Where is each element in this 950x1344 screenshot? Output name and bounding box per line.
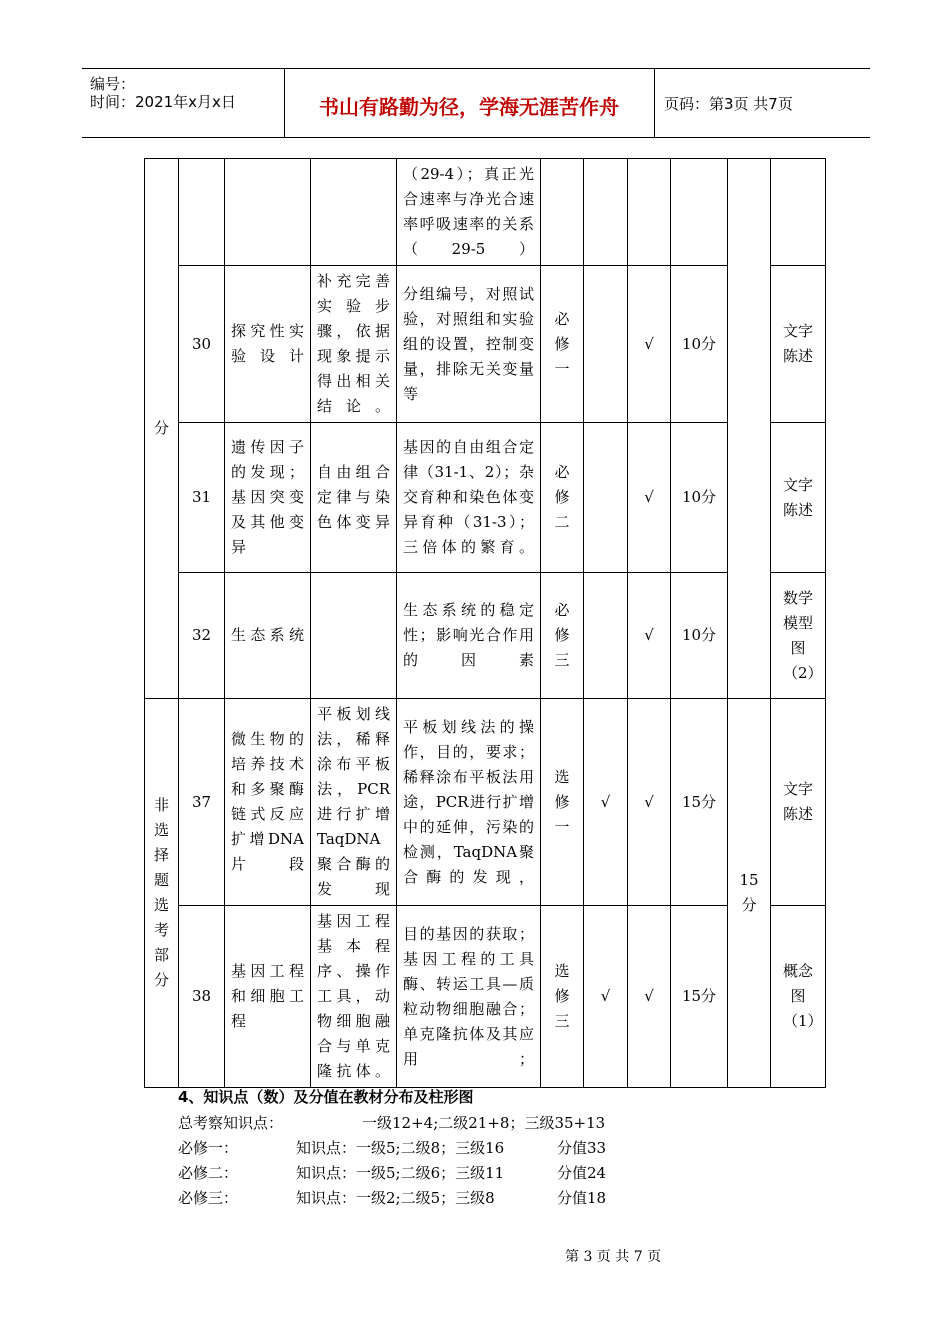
table-cell <box>311 159 397 266</box>
question-number: 32 <box>179 573 225 699</box>
table-cell <box>628 159 671 266</box>
score-cell: 10分 <box>671 573 728 699</box>
table-cell <box>541 159 584 266</box>
content-cell: （29-4）；真正光合速率与净光合速率呼吸速率的关系（29-5） <box>397 159 541 266</box>
skill-cell: 基因工程基本程序、操作工具，动物细胞融合与单克隆抗体。 <box>311 906 397 1088</box>
table-cell <box>728 159 771 699</box>
book-label: 必修二： <box>178 1164 239 1182</box>
table-row <box>145 266 826 423</box>
doc-time: 时间：2021年x月x日 <box>90 93 236 111</box>
table-cell <box>584 159 628 266</box>
module-cell: 必修二 <box>554 463 570 531</box>
table-cell <box>584 423 628 573</box>
content-cell: 分组编号，对照试验，对照组和实验组的设置，控制变量，排除无关变量等 <box>397 266 541 423</box>
question-number: 38 <box>179 906 225 1088</box>
check-mark: √ <box>628 266 671 423</box>
table-row <box>145 573 826 699</box>
type-cell: 概念图（1） <box>783 962 823 1030</box>
skill-cell: 自由组合定律与染色体变异 <box>311 423 397 573</box>
check-mark: √ <box>628 573 671 699</box>
group1-label: 分 <box>145 159 179 699</box>
table-row <box>145 906 826 1088</box>
module-cell: 必修三 <box>554 601 570 669</box>
score-value: 分值18 <box>557 1189 607 1207</box>
check-mark: √ <box>628 906 671 1088</box>
header-divider <box>654 69 655 137</box>
book-label: 必修一： <box>178 1139 239 1157</box>
question-number: 31 <box>179 423 225 573</box>
knowledge-points: 知识点：一级2;二级5；三级8 <box>296 1189 495 1207</box>
book-label: 必修三： <box>178 1189 239 1207</box>
group2-score: 15分 <box>739 871 759 914</box>
score-cell: 10分 <box>671 266 728 423</box>
module-cell: 选修三 <box>554 962 570 1030</box>
check-mark: √ <box>584 699 628 906</box>
score-cell: 15分 <box>671 699 728 906</box>
section-title: 4、知识点（数）及分值在教材分布及柱形图 <box>178 1088 474 1106</box>
table-cell <box>771 159 826 266</box>
page-footer: 第 3 页 共 7 页 <box>565 1249 662 1265</box>
table-cell <box>225 159 311 266</box>
check-mark: √ <box>584 906 628 1088</box>
table-row <box>145 699 826 906</box>
question-number: 30 <box>179 266 225 423</box>
table-cell <box>584 266 628 423</box>
topic-cell: 微生物的培养技术和多聚酶链式反应扩增DNA片段 <box>225 699 311 906</box>
table-row <box>145 423 826 573</box>
table-cell <box>584 573 628 699</box>
topic-cell: 遗传因子的发现；基因突变及其他变异 <box>225 423 311 573</box>
score-cell: 10分 <box>671 423 728 573</box>
score-value: 分值24 <box>557 1164 607 1182</box>
type-cell: 文字陈述 <box>783 322 814 365</box>
knowledge-points: 知识点：一级5;二级8；三级16 <box>296 1139 505 1157</box>
score-cell: 15分 <box>671 906 728 1088</box>
content-cell: 平板划线法的操作，目的，要求；稀释涂布平板法用途，PCR进行扩增中的延伸，污染的检测，TaqDNA聚合酶的发现， <box>397 699 541 906</box>
topic-cell: 探究性实验设计 <box>225 266 311 423</box>
exam-analysis-table <box>144 158 826 1088</box>
type-cell: 数学模型图（2） <box>783 588 823 682</box>
skill-cell: 平板划线法，稀释涂布平板法，PCR进行扩增TaqDNA聚合酶的发现 <box>311 699 397 906</box>
table-row <box>145 159 826 266</box>
module-cell: 选修一 <box>554 767 570 836</box>
skill-cell <box>311 573 397 699</box>
total-value: 一级12+4;二级21+8；三级35+13 <box>362 1114 606 1132</box>
content-cell: 目的基因的获取；基因工程的工具酶、转运工具—质粒动物细胞融合；单克隆抗体及其应用； <box>397 906 541 1088</box>
total-label: 总考察知识点： <box>178 1114 284 1132</box>
doc-number: 编号： <box>90 75 136 93</box>
score-value: 分值33 <box>557 1139 607 1157</box>
check-mark: √ <box>628 699 671 906</box>
header-page-info: 页码：第3页 共7页 <box>664 95 793 113</box>
group2-label: 非选择题选考部分 <box>154 796 170 989</box>
knowledge-points: 知识点：一级5;二级6；三级11 <box>296 1164 505 1182</box>
page-header <box>82 68 870 138</box>
skill-cell: 补充完善实验步骤，依据现象提示得出相关结论。 <box>311 266 397 423</box>
topic-cell: 生态系统 <box>225 573 311 699</box>
header-motto: 书山有路勤为径，学海无涯苦作舟 <box>319 95 619 119</box>
content-cell: 生态系统的稳定性；影响光合作用的因素 <box>397 573 541 699</box>
table-cell <box>671 159 728 266</box>
question-number: 37 <box>179 699 225 906</box>
type-cell: 文字陈述 <box>783 780 814 823</box>
topic-cell: 基因工程和细胞工程 <box>225 906 311 1088</box>
check-mark: √ <box>628 423 671 573</box>
content-cell: 基因的自由组合定律（31-1、2）；杂交育种和染色体变异育种（31-3）；三倍体的繁育。 <box>397 423 541 573</box>
type-cell: 文字陈述 <box>783 475 814 519</box>
table-cell <box>179 159 225 266</box>
module-cell: 必修一 <box>554 309 570 378</box>
